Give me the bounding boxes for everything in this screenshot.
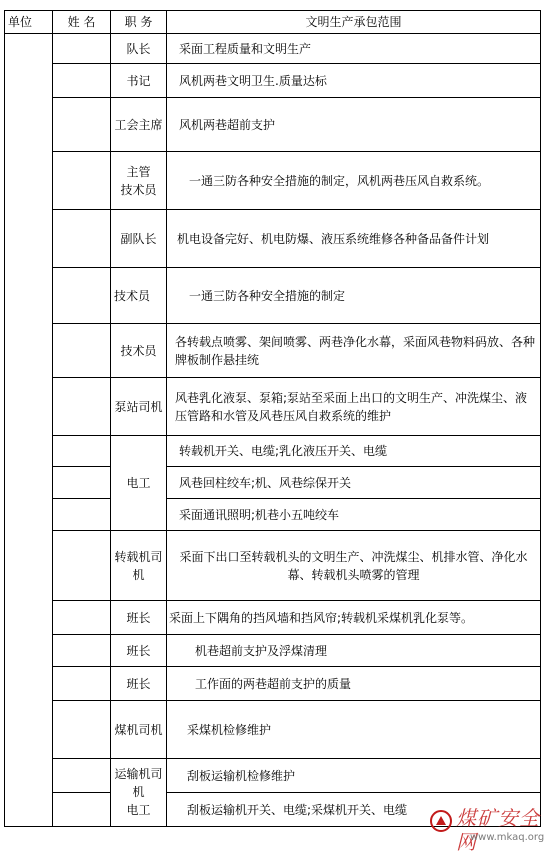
name-cell <box>53 793 111 827</box>
name-cell <box>53 467 111 499</box>
name-cell <box>53 210 111 268</box>
table-row <box>5 64 541 98</box>
scope-cell: 风巷乳化液泵、泵箱;泵站至采面上出口的文明生产、冲洗煤尘、液压管路和水管及风巷压风自救系统的维护 <box>167 378 541 436</box>
name-cell <box>53 701 111 759</box>
table-row <box>5 667 541 701</box>
scope-cell: 工作面的两巷超前支护的质量 <box>167 667 541 701</box>
table-row <box>5 268 541 324</box>
watermark-text: 煤矿安全网 <box>456 806 540 854</box>
table-row <box>5 499 541 531</box>
position-cell: 运输机司 机 电工 <box>111 759 167 827</box>
scope-cell: 采面通讯照明;机巷小五吨绞车 <box>167 499 541 531</box>
position-cell: 班长 <box>111 667 167 701</box>
scope-cell: 刮板运输机检修维护 <box>167 759 541 793</box>
position-cell: 转载机司 机 <box>111 531 167 601</box>
header-unit: 单位 <box>5 11 53 34</box>
scope-cell: 风巷回柱绞车;机、风巷综保开关 <box>167 467 541 499</box>
position-cell: 泵站司机 <box>111 378 167 436</box>
header-position: 职 务 <box>111 11 167 34</box>
name-cell <box>53 34 111 64</box>
mine-logo-icon <box>430 810 452 832</box>
name-cell <box>53 667 111 701</box>
name-cell <box>53 64 111 98</box>
scope-cell: 机巷超前支护及浮煤清理 <box>167 635 541 667</box>
scope-cell: 采面上下隅角的挡风墙和挡风帘;转载机采煤机乳化泵等。 <box>167 601 541 635</box>
table-row <box>5 324 541 378</box>
position-cell: 技术员 <box>111 268 167 324</box>
name-cell <box>53 324 111 378</box>
name-cell <box>53 436 111 467</box>
scope-cell: 刮板运输机开关、电缆;采煤机开关、电缆 <box>167 793 541 827</box>
name-cell <box>53 601 111 635</box>
name-cell <box>53 635 111 667</box>
position-cell: 技术员 <box>111 324 167 378</box>
table-row <box>5 635 541 667</box>
position-cell: 煤机司机 <box>111 701 167 759</box>
table-row <box>5 378 541 436</box>
table-row <box>5 701 541 759</box>
table-row <box>5 531 541 601</box>
name-cell <box>53 759 111 793</box>
name-cell <box>53 268 111 324</box>
name-cell <box>53 98 111 152</box>
scope-cell: 风机两巷文明卫生.质量达标 <box>167 64 541 98</box>
table-row <box>5 436 541 467</box>
table-row <box>5 601 541 635</box>
position-cell: 电工 <box>111 436 167 531</box>
position-cell: 队长 <box>111 34 167 64</box>
position-cell: 班长 <box>111 635 167 667</box>
scope-cell: 采煤机检修维护 <box>167 701 541 759</box>
name-cell <box>53 499 111 531</box>
table-header-row <box>5 11 541 34</box>
name-cell <box>53 531 111 601</box>
name-cell <box>53 378 111 436</box>
scope-cell: 机电设备完好、机电防爆、液压系统维修各种备品备件计划 <box>167 210 541 268</box>
position-cell: 工会主席 <box>111 98 167 152</box>
scope-cell: 采面下出口至转载机头的文明生产、冲洗煤尘、机排水管、净化水幕、转载机头喷雾的管理 <box>167 531 541 601</box>
position-cell: 主管 技术员 <box>111 152 167 210</box>
position-cell: 副队长 <box>111 210 167 268</box>
responsibility-table <box>4 10 541 827</box>
scope-cell: 一通三防各种安全措施的制定，风机两巷压风自救系统。 <box>167 152 541 210</box>
watermark-url: www.mkaq.org <box>470 832 545 843</box>
header-scope: 文明生产承包范围 <box>167 11 541 34</box>
position-cell: 书记 <box>111 64 167 98</box>
unit-cell <box>5 34 53 827</box>
position-cell: 班长 <box>111 601 167 635</box>
table-row <box>5 98 541 152</box>
table-row <box>5 467 541 499</box>
scope-cell: 风机两巷超前支护 <box>167 98 541 152</box>
scope-cell: 采面工程质量和文明生产 <box>167 34 541 64</box>
name-cell <box>53 152 111 210</box>
table-row <box>5 34 541 64</box>
scope-cell: 转载机开关、电缆;乳化液压开关、电缆 <box>167 436 541 467</box>
table-row <box>5 152 541 210</box>
table-row <box>5 759 541 793</box>
table-row <box>5 210 541 268</box>
site-watermark <box>430 806 547 854</box>
header-name: 姓 名 <box>53 11 111 34</box>
scope-cell: 一通三防各种安全措施的制定 <box>167 268 541 324</box>
scope-cell: 各转载点喷雾、架间喷雾、两巷净化水幕，采面风巷物料码放、各种牌板制作悬挂统 <box>167 324 541 378</box>
